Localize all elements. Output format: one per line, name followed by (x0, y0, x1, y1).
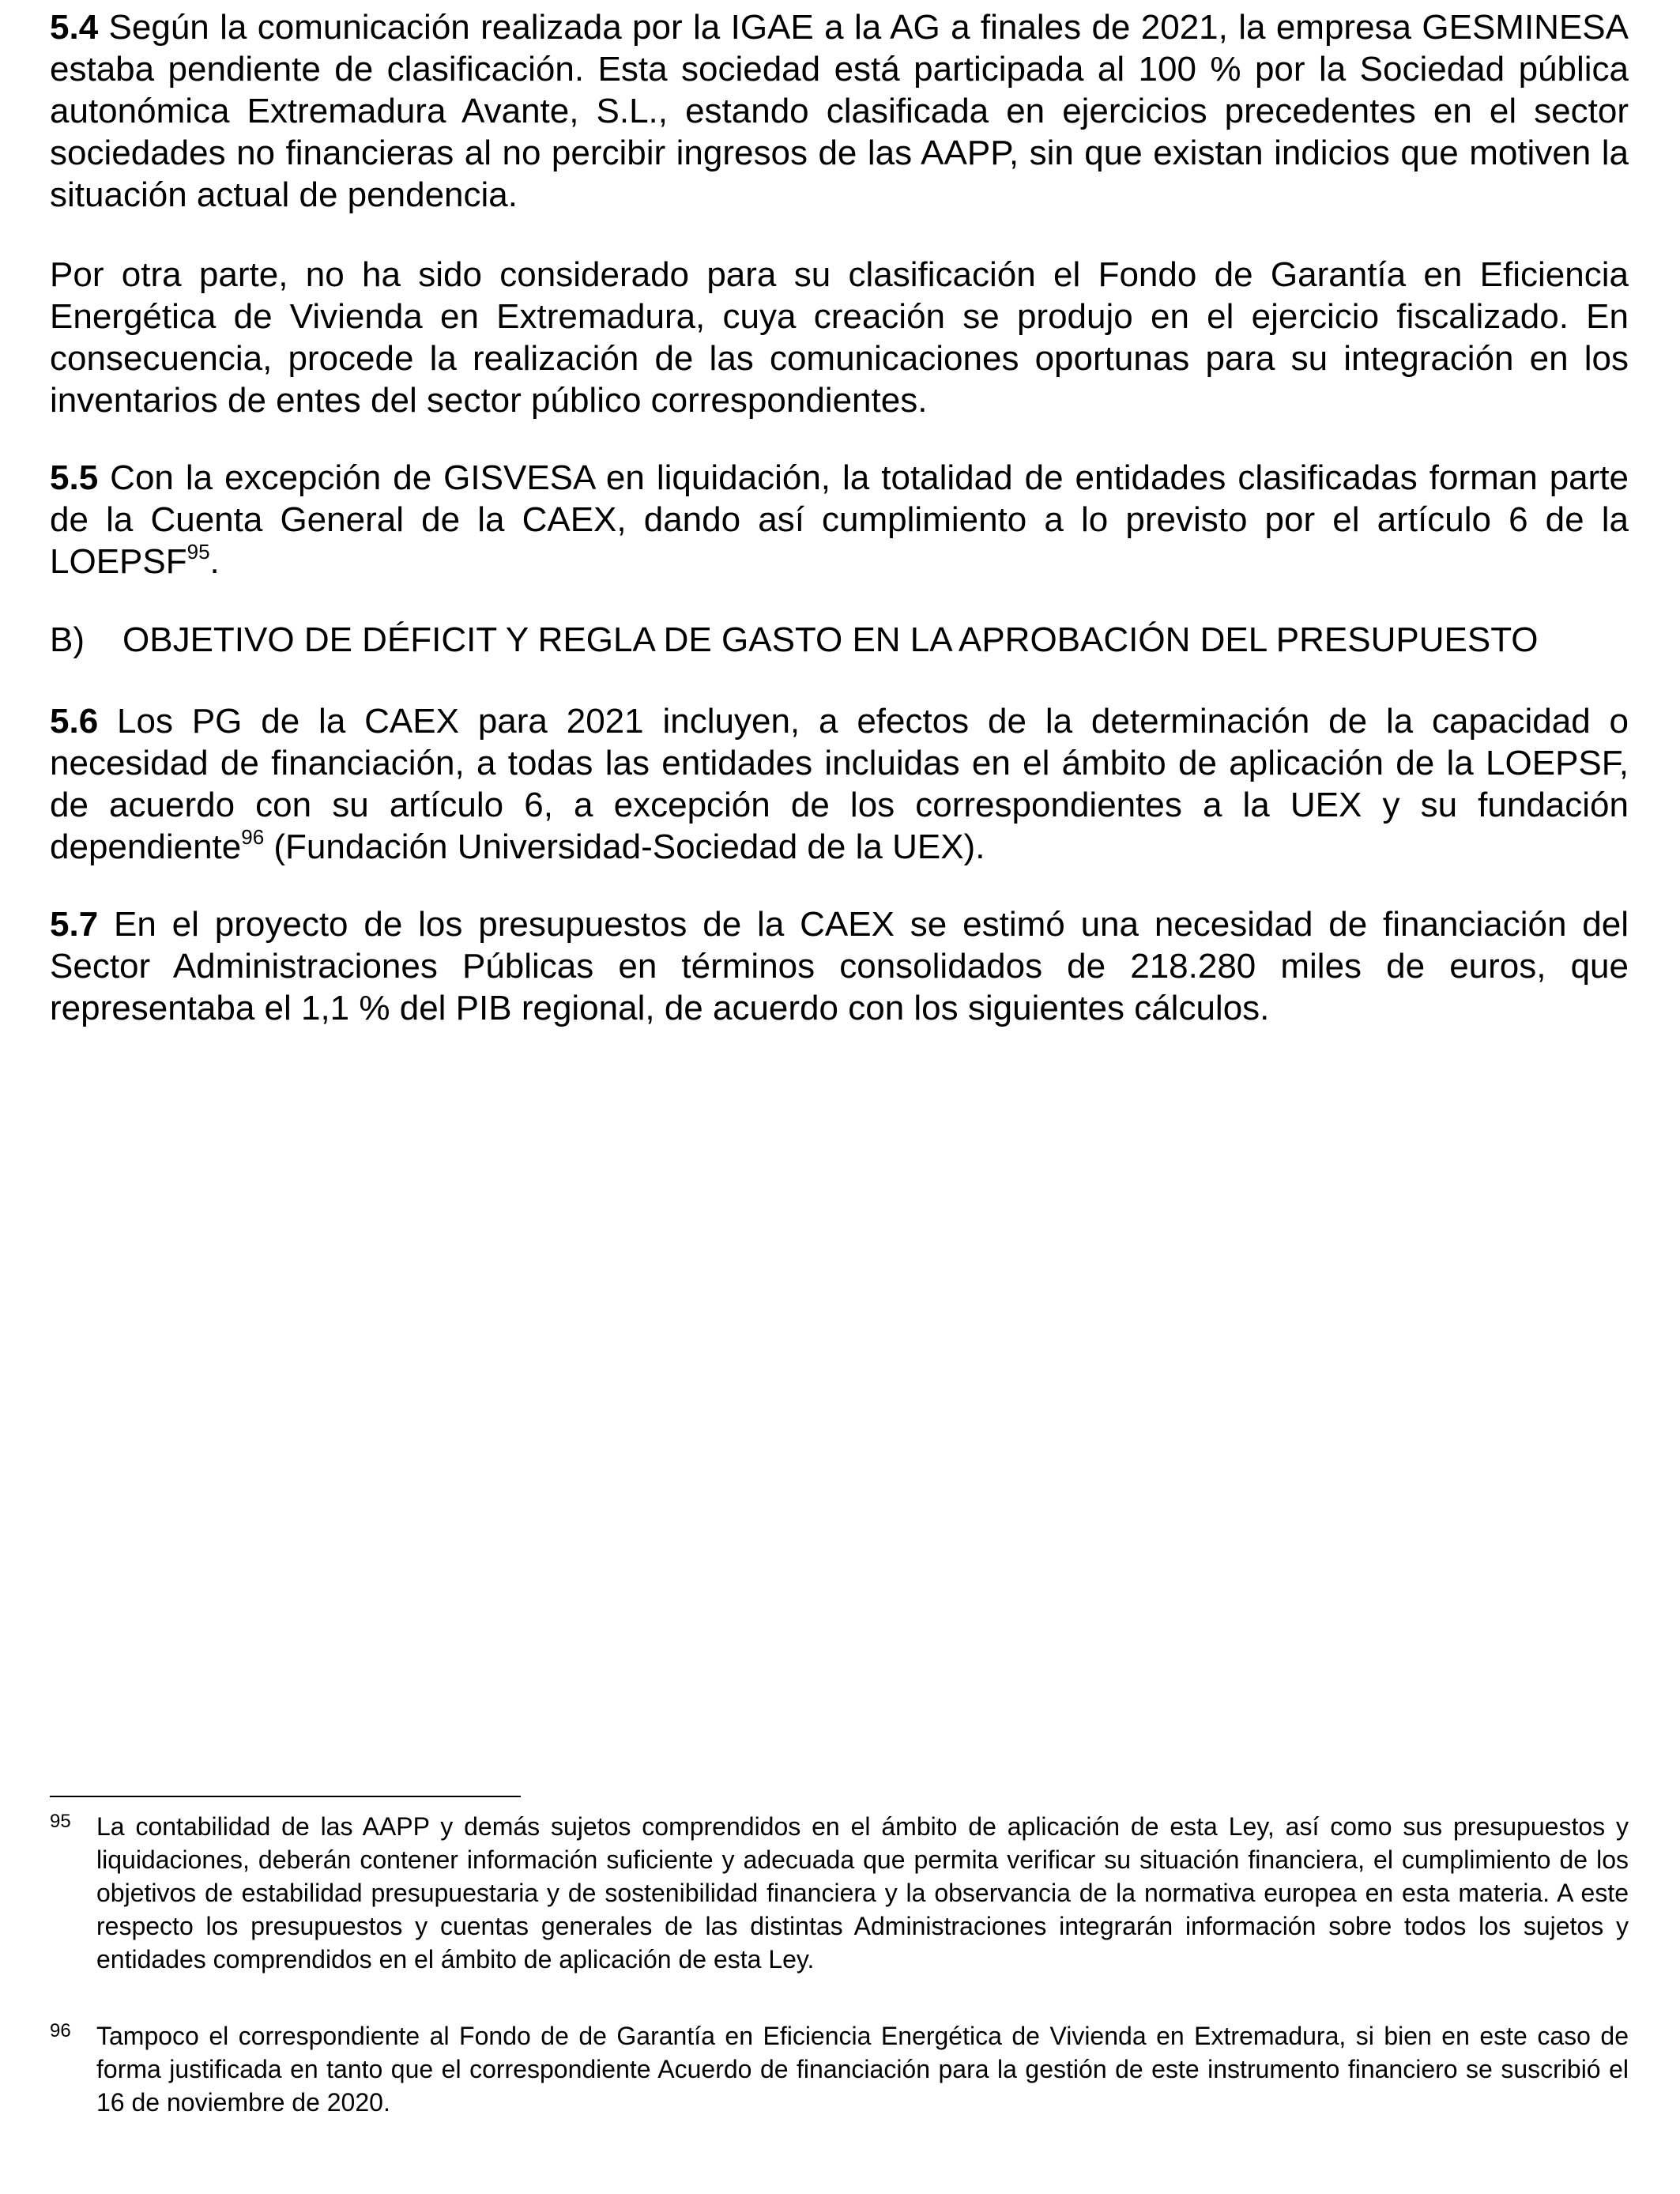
paragraph-text: Con la excepción de GISVESA en liquidación, la totalidad de entidades clasificadas forman parte de la Cuenta General de la CAEX, dando así cumplimiento a lo previsto por el artículo 6 de la LOEPSF (50, 458, 1629, 581)
paragraph-5-4 (50, 6, 1629, 216)
paragraph-text-end: (Fundación Universidad-Sociedad de la UEX). (264, 827, 985, 866)
paragraph-5-7 (50, 903, 1629, 1029)
footnote-95 (50, 1810, 1629, 1976)
paragraph-text: Los PG de la CAEX para 2021 incluyen, a efectos de la determinación de la capacidad o necesidad de financiación, a todas las entidades incluidas en el ámbito de aplicación de la LOEPSF, de acuerdo con su artículo 6, a excepción de los correspondientes a la UEX y su fundación dependiente (50, 702, 1629, 866)
section-title: OBJETIVO DE DÉFICIT Y REGLA DE GASTO EN LA APROBACIÓN DEL PRESUPUESTO (122, 620, 1539, 659)
footnote-number: 96 (50, 2020, 71, 2041)
paragraph-text: En el proyecto de los presupuestos de la CAEX se estimó una necesidad de financiación del Sector Administraciones Públicas en términos consolidados de 218.280 miles de euros, que representaba el 1,1 % del PIB regional, de acuerdo con los siguientes cálculos. (50, 905, 1629, 1027)
footnote-ref-96[interactable]: 96 (241, 825, 265, 849)
section-label: B) (50, 620, 85, 659)
footnote-number: 95 (50, 1811, 71, 1832)
paragraph-5-6 (50, 700, 1629, 868)
paragraph-5-4-continued (50, 254, 1629, 421)
footnote-separator (50, 1796, 521, 1797)
paragraph-number: 5.4 (50, 8, 99, 47)
paragraph-text: Por otra parte, no ha sido considerado para su clasificación el Fondo de Garantía en Eficiencia Energética de Vivienda en Extremadura, cuya creación se produjo en el ejercicio fiscalizado. En consecuencia, procede la realización de las comunicaciones oportunas para su integración en los inventarios de entes del sector público correspondientes. (50, 255, 1629, 420)
footnote-text: La contabilidad de las AAPP y demás sujetos comprendidos en el ámbito de aplicación de esta Ley, así como sus presupuestos y liquidaciones, deberán contener información suficiente y adecuada que permita verificar su situación financiera, el cumplimiento de los objetivos de estabilidad presupuestaria y de sostenibilidad financiera y la observancia de la normativa europea en esta materia. A este respecto los presupuestos y cuentas generales de las distintas Administraciones integrarán información sobre todos los sujetos y entidades comprendidos en el ámbito de aplicación de esta Ley. (96, 1812, 1629, 1973)
footnote-text: Tampoco el correspondiente al Fondo de de Garantía en Eficiencia Energética de Vivienda en Extremadura, si bien en este caso de forma justificada en tanto que el correspondiente Acuerdo de financiación para la gestión de este instrumento financiero se suscribió el 16 de noviembre de 2020. (96, 2022, 1629, 2117)
footnote-ref-95[interactable]: 95 (186, 540, 210, 564)
paragraph-number: 5.5 (50, 458, 99, 497)
section-heading-b (50, 619, 1630, 661)
paragraph-number: 5.7 (50, 905, 99, 944)
paragraph-text-end: . (209, 542, 220, 581)
paragraph-5-5 (50, 457, 1629, 582)
paragraph-text: Según la comunicación realizada por la IGAE a la AG a finales de 2021, la empresa GESMINESA estaba pendiente de clasificación. Esta sociedad está participada al 100 % por la Sociedad pública autonómica Extremadura Avante, S.L., estando clasificada en ejercicios precedentes en el sector sociedades no financieras al no percibir ingresos de las AAPP, sin que existan indicios que motiven la situación actual de pendencia. (50, 8, 1629, 214)
footnote-96 (50, 2019, 1629, 2119)
paragraph-number: 5.6 (50, 702, 99, 741)
